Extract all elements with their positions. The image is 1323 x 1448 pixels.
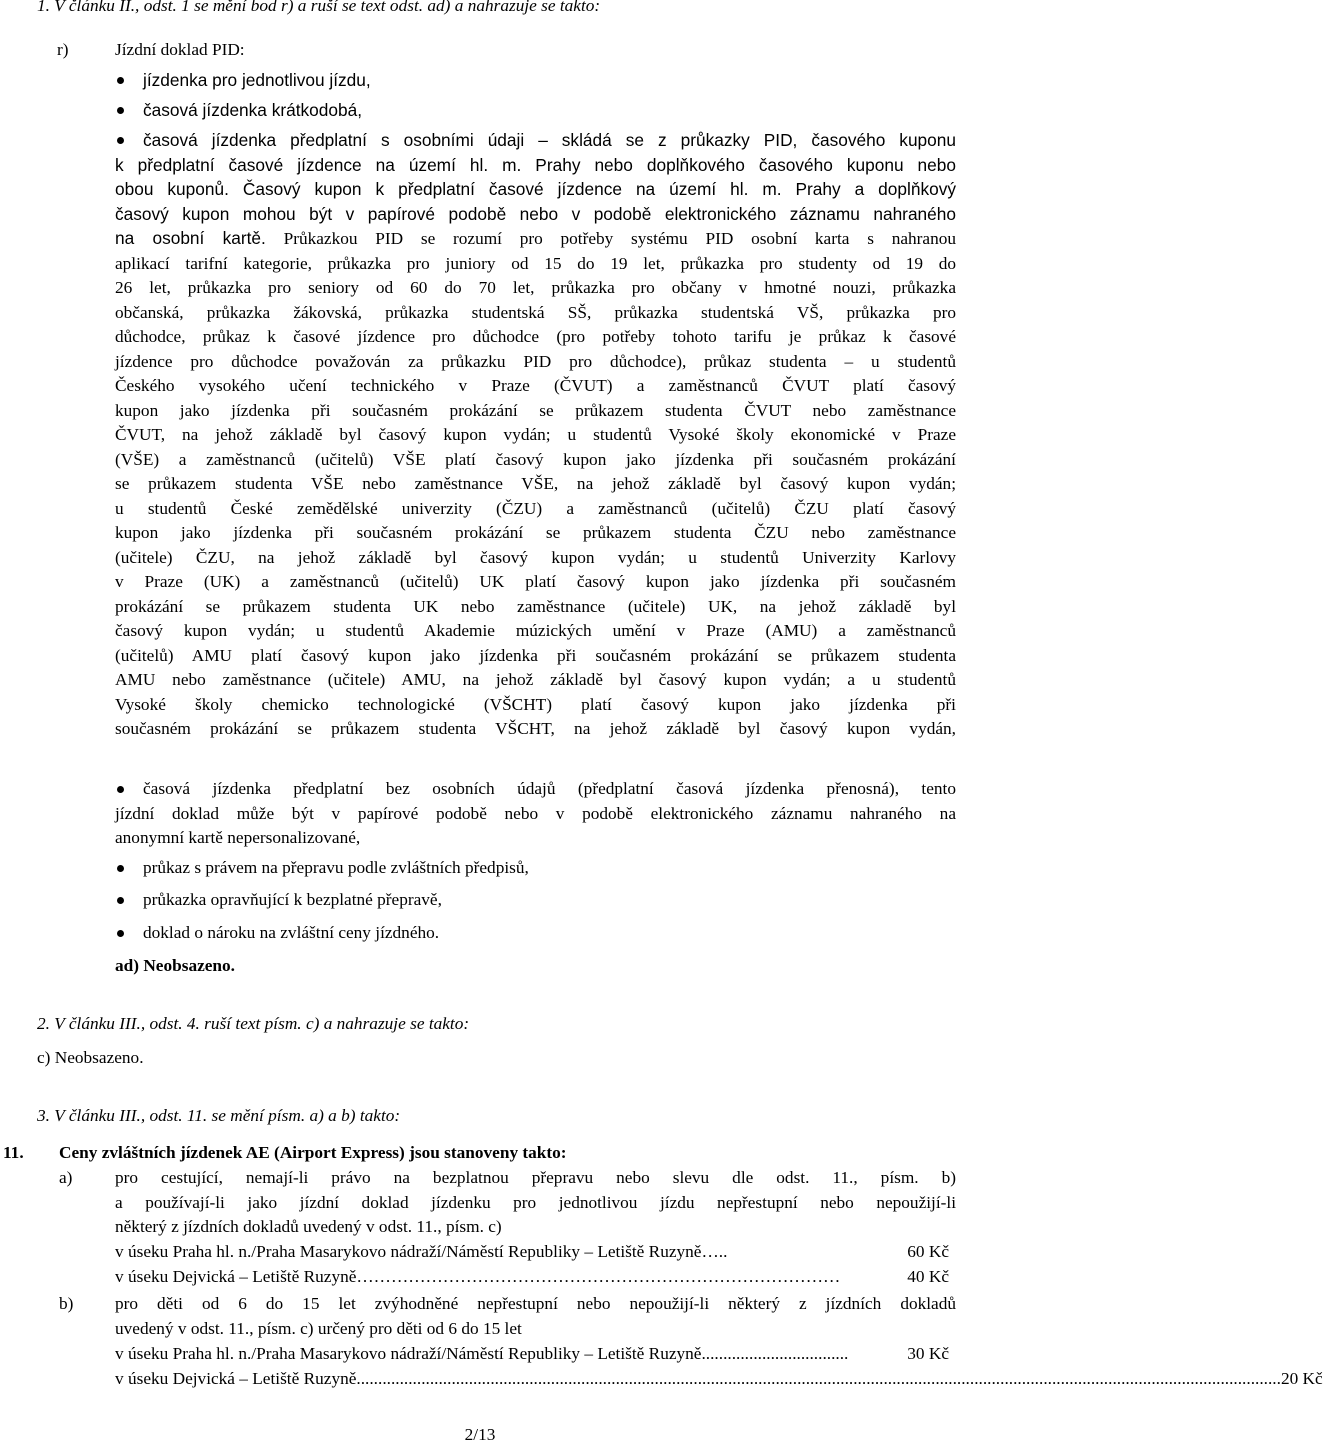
price-value: 20 Kč <box>1280 1369 1323 1388</box>
paragraph-line: důchodce, průkaz k časové jízdence pro důchodce (pro potřeby tohoto tarifu je průkaz k časové <box>115 327 956 346</box>
item-ad-neobsazeno: ad) Neobsazeno. <box>115 956 236 975</box>
paragraph-line: jízdence pro důchodce považován za průkazku PID pro důchodce), průkaz studenta – u studentů <box>115 351 956 371</box>
paragraph-line: 26 let, průkazka pro seniory od 60 do 70 let, průkazka pro občany v hmotné nouzi, průkazka <box>115 278 956 297</box>
paragraph-line: časový kupon vydán; u studentů Akademie múzických umění v Praze (AMU) a zaměstnanců <box>115 621 956 640</box>
paragraph-line: časová jízdenka předplatní bez osobních údajů (předplatní časová jízdenka přenosná), tento <box>143 779 956 798</box>
paragraph-line: kupon jako jízdenka při současném prokázání se průkazem studenta ČVUT nebo zaměstnance <box>115 400 956 420</box>
paragraph-line: aplikací tarifní kategorie, průkazka pro juniory od 15 do 19 let, průkazka pro studenty od 19 do <box>115 253 956 273</box>
price-line-b-dejvicka <box>115 1367 1323 1392</box>
item-c-neobsazeno: c) Neobsazeno. <box>37 1048 144 1067</box>
section-title: Ceny zvláštních jízdenek AE (Airport Express) jsou stanoveny takto: <box>59 1143 567 1162</box>
paragraph-line: a používají-li jako jízdní doklad jízdenku pro jednotlivou jízdu nepřestupní nebo nepoužijí-li <box>115 1192 956 1212</box>
heading-amendment-3: 3. V článku III., odst. 11. se mění písm. a) a b) takto: <box>37 1106 401 1125</box>
price-line-b-praha <box>115 1342 949 1367</box>
paragraph-line: obou kuponů. Časový kupon k předplatní časové jízdence na území hl. m. Prahy a doplňkový <box>115 179 956 199</box>
paragraph-line: Českého vysokého učení technického v Praze (ČVUT) a zaměstnanců ČVUT platí časový <box>115 376 956 395</box>
paragraph-line: v Praze (UK) a zaměstnanců (učitelů) UK platí časový kupon jako jízdenka při současném <box>115 572 956 591</box>
price-route: v úseku Praha hl. n./Praha Masarykovo nádraží/Náměstí Republiky – Letiště Ruzyně <box>115 1344 702 1363</box>
bullet-text-7: doklad o nároku na zvláštní ceny jízdného. <box>143 923 440 942</box>
paragraph-line: kupon jako jízdenka při současném prokázání se průkazem studenta ČZU nebo zaměstnance <box>115 523 956 542</box>
price-leader: ….. <box>701 1242 728 1261</box>
bullet-paragraph-3 <box>115 128 956 742</box>
price-route: v úseku Dejvická – Letiště Ruzyně <box>115 1267 357 1286</box>
paragraph-line: časová jízdenka předplatní s osobními údaji – skládá se z průkazky PID, časového kuponu <box>143 130 956 150</box>
item-marker-a: a) <box>59 1168 73 1187</box>
bullet-text-5: průkaz s právem na přepravu podle zvláštních předpisů, <box>143 858 529 877</box>
paragraph-line: Vysoké školy chemicko technologické (VŠCHT) platí časový kupon jako jízdenka při <box>115 694 956 714</box>
price-leader: ………………………………………………………………………… <box>356 1267 841 1286</box>
paragraph-line: současném prokázání se průkazem studenta VŠCHT, na jehož základě byl časový kupon vydán, <box>115 719 956 738</box>
paragraph-line: některý z jízdních dokladů uvedený v odst. 11., písm. c) <box>115 1217 502 1236</box>
item-a-text <box>115 1166 956 1240</box>
paragraph-line: pro děti od 6 do 15 let zvýhodněné nepřestupní nebo nepoužijí-li některý z jízdních dokladů <box>115 1294 956 1313</box>
paragraph-line: (učitelů) AMU platí časový kupon jako jízdenka při současném prokázání se průkazem studenta <box>115 645 956 665</box>
bullet-paragraph-4 <box>115 777 956 851</box>
paragraph-line: se průkazem studenta VŠE nebo zaměstnance VŠE, na jehož základě byl časový kupon vydán; <box>115 474 956 493</box>
bullet-icon <box>117 930 124 937</box>
paragraph-line: prokázání se průkazem studenta UK nebo zaměstnance (učitele) UK, na jehož základě byl <box>115 596 956 616</box>
heading-amendment-1: 1. V článku II., odst. 1 se mění bod r) a ruší se text odst. ad) a nahrazuje se takto: <box>37 0 601 15</box>
bullet-icon <box>117 107 124 114</box>
paragraph-line: občanská, průkazka žákovská, průkazka studentská SŠ, průkazka studentská VŠ, průkazka pro <box>115 302 956 322</box>
bullet-icon <box>117 897 124 904</box>
price-route: v úseku Dejvická – Letiště Ruzyně <box>115 1369 357 1388</box>
paragraph-line: jízdní doklad může být v papírové podobě nebo v podobě elektronického záznamu nahraného na <box>115 803 956 823</box>
price-route: v úseku Praha hl. n./Praha Masarykovo nádraží/Náměstí Republiky – Letiště Ruzyně <box>115 1242 702 1261</box>
paragraph-line: časový kupon mohou být v papírové podobě nebo v podobě elektronického záznamu nahraného <box>115 203 956 224</box>
page-number: 2/13 <box>464 1425 496 1444</box>
item-marker-b: b) <box>59 1294 74 1313</box>
price-leader: .................................. <box>701 1344 849 1363</box>
price-value: 30 Kč <box>907 1344 949 1363</box>
paragraph-line: pro cestující, nemají-li právo na bezplatnou přepravu nebo slevu dle odst. 11., písm. b) <box>115 1168 956 1187</box>
paragraph-line: u studentů České zemědělské univerzity (ČZU) a zaměstnanců (učitelů) ČZU platí časový <box>115 498 956 518</box>
paragraph-line: ČVUT, na jehož základě byl časový kupon vydán; u studentů Vysoké školy ekonomické v Praze <box>115 425 956 444</box>
paragraph-line: uvedený v odst. 11., písm. c) určený pro děti od 6 do 15 let <box>115 1318 522 1338</box>
bullet-text-2: časová jízdenka krátkodobá, <box>143 100 363 120</box>
paragraph-line: na osobní kartě. Průkazkou PID se rozumí pro potřeby systému PID osobní karta s nahranou <box>115 228 956 248</box>
paragraph-line: AMU nebo zaměstnance (učitele) AMU, na jehož základě byl časový kupon vydán; a u studentů <box>115 670 956 689</box>
item-marker-r: r) <box>57 40 69 59</box>
paragraph-line: (učitele) ČZU, na jehož základě byl časový kupon vydán; u studentů Univerzity Karlovy <box>115 547 956 567</box>
price-value: 40 Kč <box>907 1267 949 1286</box>
bullet-icon <box>117 77 124 84</box>
bullet-text-6: průkazka opravňující k bezplatné přepravě, <box>143 890 442 909</box>
item-title-r: Jízdní doklad PID: <box>115 40 245 59</box>
heading-amendment-2: 2. V článku III., odst. 4. ruší text písm. c) a nahrazuje se takto: <box>37 1014 470 1033</box>
paragraph-line: k předplatní časové jízdence na území hl. m. Prahy nebo doplňkového časového kuponu nebo <box>115 154 956 175</box>
paragraph-line: anonymní kartě nepersonalizované, <box>115 828 361 847</box>
bullet-text-1: jízdenka pro jednotlivou jízdu, <box>143 70 371 90</box>
paragraph-line: (VŠE) a zaměstnanců (učitelů) VŠE platí časový kupon jako jízdenka při současném prokázání <box>115 449 956 469</box>
price-leader: ...................................................................................................................................................................................................................... <box>356 1369 1281 1388</box>
price-value: 60 Kč <box>907 1242 949 1261</box>
section-number: 11. <box>3 1143 24 1162</box>
price-line-a-praha <box>115 1240 949 1265</box>
price-line-a-dejvicka <box>115 1265 949 1290</box>
item-b-text <box>115 1292 956 1341</box>
bullet-icon <box>117 865 124 872</box>
